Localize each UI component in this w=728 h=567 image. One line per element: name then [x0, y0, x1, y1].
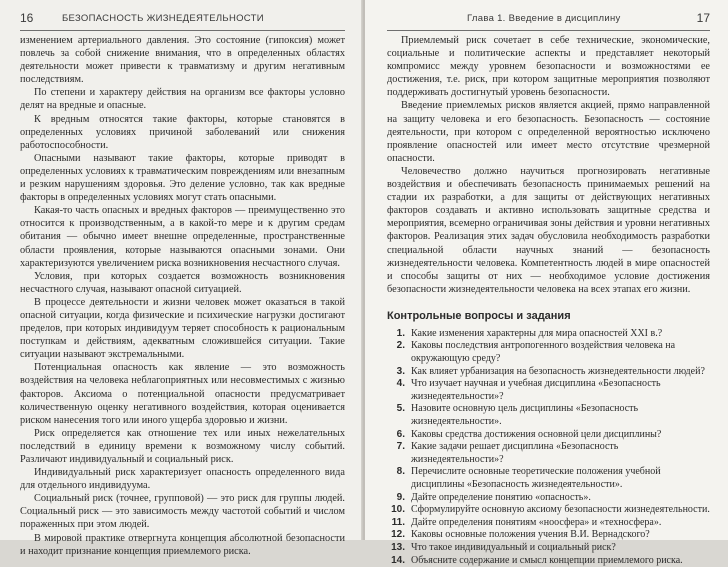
question-number: 9. — [396, 491, 405, 503]
paragraph: Индивидуальный риск характеризует опасность определенного вида для отдельного индивидуума. — [20, 467, 345, 492]
page-number-left: 16 — [20, 11, 34, 25]
question-text: Каковы последствия антропогенного воздействия человека на окружающую среду? — [411, 340, 676, 365]
right-page — [365, 0, 728, 566]
question-text: Что такое индивидуальный и социальный риск? — [411, 541, 616, 553]
question-text: Как влияет урбанизация на безопасность жизнедеятельности людей? — [411, 365, 705, 377]
paragraph: По степени и характеру действия на организм все факторы условно делят на вредные и опасные. — [20, 87, 345, 112]
question-text: Дайте определение понятию «опасность». — [411, 491, 591, 503]
list-item — [387, 366, 710, 379]
right-page-header — [387, 6, 710, 31]
paragraph: изменением артериального давления. Это состояние (гипоксия) может повлечь за собой снижение внимания, что в определенных областях деятельности может привести к травматизму и другим негативным последствиям. — [20, 35, 345, 86]
question-text: Что изучает научная и учебная дисциплина «Безопасность жизнедеятельности»? — [411, 378, 661, 402]
list-item — [387, 542, 710, 555]
left-page-header — [20, 6, 345, 31]
left-page — [0, 0, 363, 557]
list-item — [387, 328, 710, 341]
paragraph: Введение приемлемых рисков является акцией, прямо направленной на защиту человека и его безопасность. Безопасность — состояние деятельности, при котором с определенной вероятностью исключено проявление опасностей или имеет место отсутствие чрезмерной опасности. — [387, 100, 710, 164]
question-number: 11. — [391, 516, 405, 528]
list-item — [387, 340, 710, 365]
paragraph: Риск определяется как отношение тех или иных нежелательных последствий в единицу времени к возможному числу событий. Различают индивидуальный и социальный риск. — [20, 427, 345, 465]
questions-list — [387, 328, 710, 567]
question-number: 8. — [396, 466, 405, 478]
question-number: 5. — [396, 403, 405, 415]
question-number: 13. — [391, 541, 405, 553]
paragraph: В мировой практике отвергнута концепция абсолютной безопасности и находит признание концепция приемлемого риска. — [20, 532, 345, 557]
question-number: 4. — [396, 378, 405, 390]
left-page-text — [20, 34, 345, 558]
list-item — [387, 555, 710, 567]
paragraph: Человечество должно научиться прогнозировать негативные воздействия и обеспечивать безопасность принимаемых решений на стадии их разработки, а для защиты от действующих негативных факторов создавать и активно использовать защитные средства и мероприятия, всемерно ограничивая зоны действия и уровни негативных факторов. Реализация этих задач обусловила необходимость разработки специальной области научных знаний — безопасность жизнедеятельности человека. Компетентность людей в мире опасностей и способы защиты от них — необходимое условие достижения безопасности жизнедеятельности человека на всех этапах его жизни. — [387, 165, 710, 295]
question-text: Дайте определения понятиям «ноосфера» и «техносфера». — [411, 516, 662, 528]
question-text: Сформулируйте основную аксиому безопасности жизнедеятельности. — [411, 504, 710, 516]
section-title: Контрольные вопросы и задания — [387, 309, 571, 322]
list-item — [387, 466, 710, 491]
list-item — [387, 492, 710, 505]
paragraph: Опасными называют такие факторы, которые приводят в определенных условиях к травматическим повреждениям или внезапным и резким нарушениям здоровья. Это деление условно, так как вредные факторы в определенных условиях могут стать опасными. — [20, 152, 345, 204]
question-text: Назовите основную цель дисциплины «Безопасность жизнедеятельности». — [411, 403, 639, 428]
list-item — [387, 529, 710, 542]
paragraph: Потенциальная опасность как явление — это возможность воздействия на человека неблагоприятных или несовместимых с жизнью факторов. Аксиома о потенциальной опасности предусматривает количественную оценку негативного воздействия, которая оценивается риском нанесения того или иного ущерба здоровью и жизни. — [20, 362, 345, 426]
question-number: 6. — [396, 428, 405, 440]
question-text: Каковы основные положения учения В.И. Вернадского? — [411, 529, 650, 541]
question-text: Каковы средства достижения основной цели дисциплины? — [411, 428, 662, 440]
page-number-right: 17 — [696, 11, 710, 25]
list-item — [387, 429, 710, 442]
question-text: Какие изменения характерны для мира опасностей XXI в.? — [411, 327, 663, 339]
question-number: 7. — [396, 441, 405, 453]
paragraph: Приемлемый риск сочетает в себе технические, экономические, социальные и политические аспекты и представляет некоторый компромисс между уровнем безопасности и возможностями ее достижения, т.е. риск, при котором защитные мероприятия позволяют поддерживать достигнутый уровень безопасности. — [387, 35, 710, 99]
question-number: 3. — [396, 365, 405, 377]
paragraph: Условия, при которых создается возможность возникновения несчастного случая, называют опасной ситуацией. — [20, 270, 345, 295]
list-item — [387, 504, 710, 517]
list-item — [387, 517, 710, 530]
running-head-left: БЕЗОПАСНОСТЬ ЖИЗНЕДЕЯТЕЛЬНОСТИ — [62, 13, 264, 24]
question-number: 14. — [391, 554, 405, 566]
question-number: 2. — [396, 340, 405, 352]
right-page-text — [387, 34, 710, 296]
question-text: Перечислите основные теоретические положения учебной дисциплины «Безопасность жизнедеятельности». — [411, 466, 661, 490]
question-number: 10. — [391, 504, 405, 516]
question-number: 12. — [391, 529, 405, 541]
question-number: 1. — [396, 327, 405, 339]
question-text: Объясните содержание и смысл концепции приемлемого риска. — [411, 554, 683, 566]
list-item — [387, 441, 710, 466]
paragraph: К вредным относятся такие факторы, которые становятся в определенных условиях причиной заболеваний или снижения работоспособности. — [20, 113, 345, 151]
running-head-right: Глава 1. Введение в дисциплину — [467, 13, 621, 24]
list-item — [387, 403, 710, 428]
paragraph: Социальный риск (точнее, групповой) — это риск для группы людей. Социальный риск — это зависимость между частотой событий и числом пораженных при этом людей. — [20, 493, 345, 531]
list-item — [387, 378, 710, 403]
paragraph: Какая-то часть опасных и вредных факторов — преимущественно это относится к производственным, а в какой-то мере и к другим средам обитания — обычно имеет внешне определенные, пространственные области проявления, которые называются опасными зонами. Они характеризуются увеличением риска возникновения несчастного случая. — [20, 205, 345, 269]
paragraph: В процессе деятельности и жизни человек может оказаться в такой опасной ситуации, когда физические и психические нагрузки достигают пределов, при которых индивидуум теряет способность к рациональным поступкам и действиям, адекватным сложившейся ситуации. Такие ситуации называют экстремальными. — [20, 296, 345, 361]
question-text: Какие задачи решает дисциплина «Безопасность жизнедеятельности»? — [411, 441, 619, 465]
